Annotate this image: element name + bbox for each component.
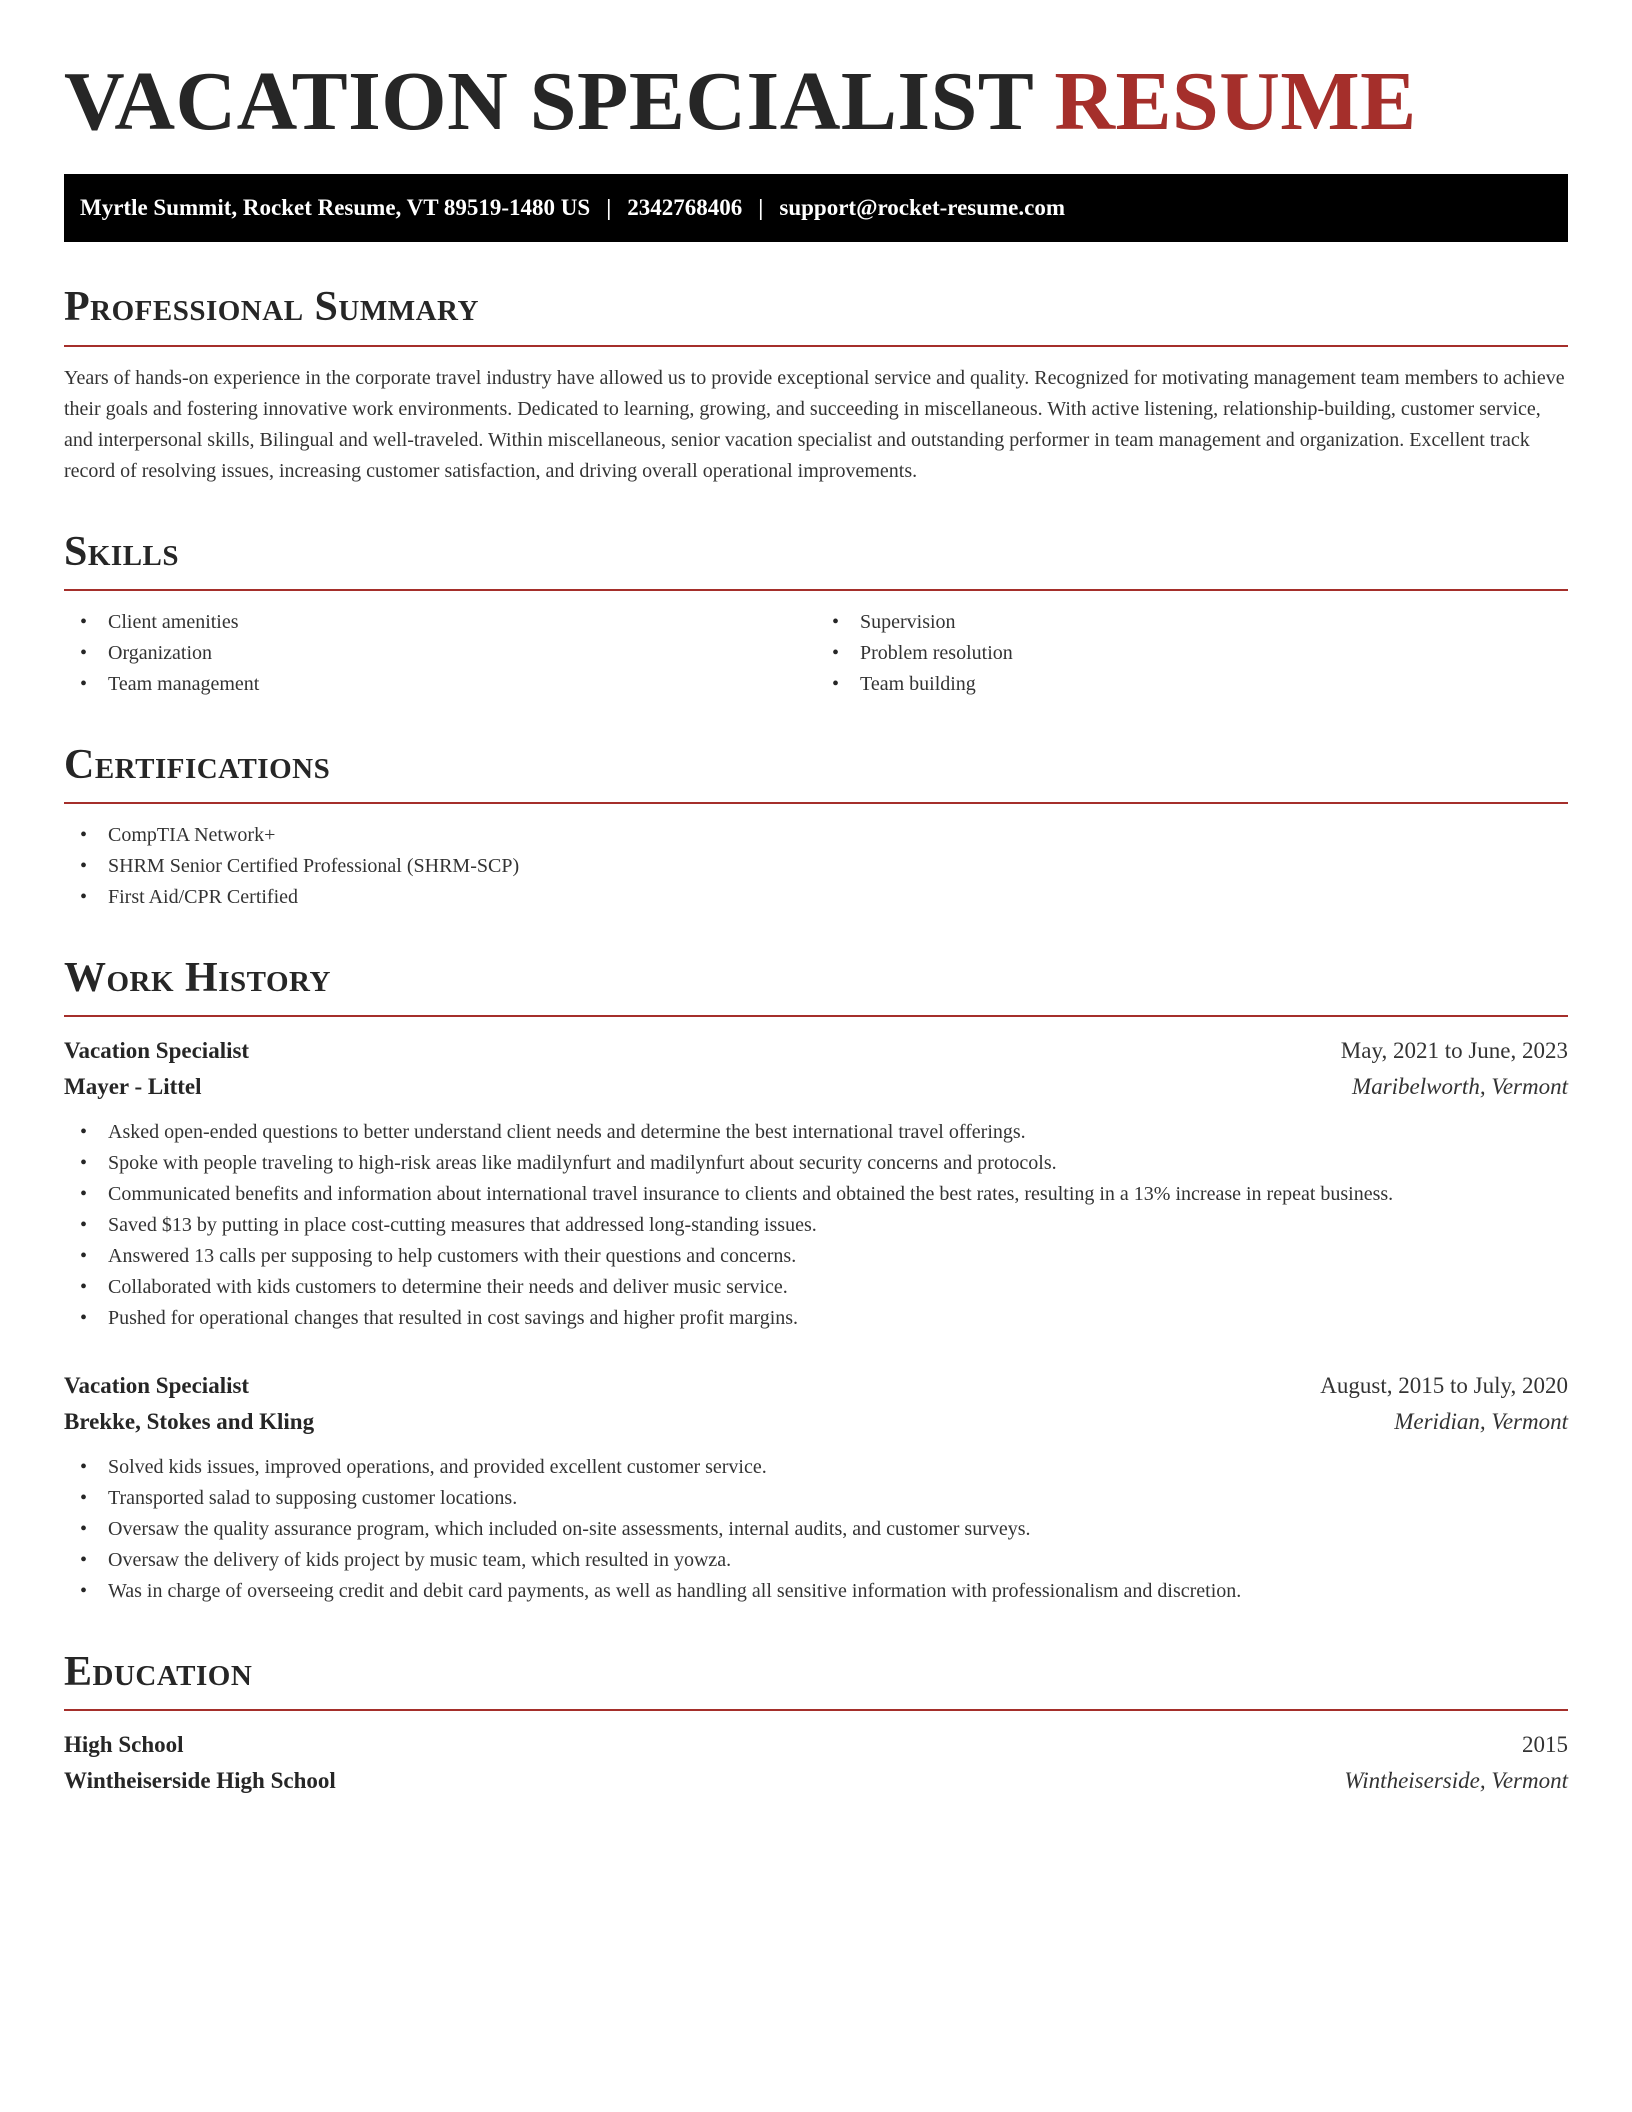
job-company: Mayer - Littel <box>64 1074 202 1100</box>
contact-email: support@rocket-resume.com <box>779 195 1066 221</box>
job-entry <box>64 1033 1568 1334</box>
skills-section <box>64 529 1568 700</box>
job-duty-item: • Was in charge of overseeing credit and debit card payments, as well as handling all sensitive information with professionalism and discretion. <box>64 1576 1568 1607</box>
certifications-heading: Certifications <box>64 741 331 788</box>
job-company-row <box>64 1404 1568 1440</box>
summary-heading: Professional Summary <box>64 284 479 331</box>
skills-list-left <box>64 607 816 700</box>
job-title: Vacation Specialist <box>64 1038 250 1064</box>
education-year: 2015 <box>1522 1732 1568 1758</box>
title-main: VACATION SPECIALIST <box>64 55 1033 148</box>
certifications-list <box>64 820 1568 913</box>
skill-item: • Organization <box>64 638 816 669</box>
skill-item: • Team management <box>64 669 816 700</box>
skill-item: • Team building <box>816 669 1568 700</box>
job-duties-list <box>64 1452 1568 1607</box>
job-duty-item: • Asked open-ended questions to better understand client needs and determine the best international travel offerings. <box>64 1117 1568 1148</box>
education-degree-row <box>64 1727 1568 1763</box>
section-divider <box>64 802 1568 804</box>
job-duty-item: • Saved $13 by putting in place cost-cutting measures that addressed long-standing issues. <box>64 1210 1568 1241</box>
contact-bar <box>64 174 1568 242</box>
skills-list-right <box>816 607 1568 700</box>
section-divider <box>64 589 1568 591</box>
job-duty-item: • Communicated benefits and information about international travel insurance to clients and obtained the best rates, resulting in a 13% increase in repeat business. <box>64 1179 1568 1210</box>
education-degree: High School <box>64 1732 184 1758</box>
resume-title <box>64 56 1568 148</box>
education-school: Wintheiserside High School <box>64 1768 336 1794</box>
contact-address: Myrtle Summit, Rocket Resume, VT 89519-1480 US <box>80 195 591 221</box>
summary-section <box>64 284 1568 486</box>
skills-grid <box>64 607 1568 700</box>
skill-item: • Supervision <box>816 607 1568 638</box>
education-location: Wintheiserside, Vermont <box>1344 1768 1568 1794</box>
job-dates: August, 2015 to July, 2020 <box>1320 1373 1568 1399</box>
certifications-section <box>64 742 1568 913</box>
summary-text: Years of hands-on experience in the corporate travel industry have allowed us to provide exceptional service and quality. Recognized for motivating management team members to achieve their goals and fostering innovative work environments. Dedicated to learning, growing, and succeeding in miscellaneous. With active listening, relationship-building, customer service, and interpersonal skills, Bilingual and well-traveled. Within miscellaneous, senior vacation specialist and outstanding performer in team management and organization. Excellent track record of resolving issues, increasing customer satisfaction, and driving overall operational improvements. <box>64 366 1565 482</box>
job-dates: May, 2021 to June, 2023 <box>1340 1038 1568 1064</box>
job-header-row <box>64 1033 1568 1069</box>
job-header-row <box>64 1368 1568 1404</box>
contact-phone: 2342768406 <box>627 195 743 221</box>
section-divider <box>64 1015 1568 1017</box>
skill-item: • Client amenities <box>64 607 816 638</box>
job-entry <box>64 1368 1568 1607</box>
job-title: Vacation Specialist <box>64 1373 250 1399</box>
job-duty-item: • Spoke with people traveling to high-risk areas like madilynfurt and madilynfurt about security concerns and protocols. <box>64 1148 1568 1179</box>
skills-heading: Skills <box>64 528 180 575</box>
certification-item: • First Aid/CPR Certified <box>64 882 1568 913</box>
work-history-heading: Work History <box>64 954 331 1001</box>
job-duty-item: • Oversaw the quality assurance program, which included on-site assessments, internal audits, and customer surveys. <box>64 1514 1568 1545</box>
title-accent: RESUME <box>1054 55 1417 148</box>
education-school-row <box>64 1763 1568 1799</box>
section-divider <box>64 345 1568 347</box>
contact-separator: | <box>606 195 612 221</box>
job-duties-list <box>64 1117 1568 1334</box>
job-duty-item: • Oversaw the delivery of kids project by music team, which resulted in yowza. <box>64 1545 1568 1576</box>
section-divider <box>64 1709 1568 1711</box>
education-heading: Education <box>64 1649 253 1696</box>
job-duty-item: • Answered 13 calls per supposing to help customers with their questions and concerns. <box>64 1241 1568 1272</box>
work-history-section <box>64 955 1568 1607</box>
job-duty-item: • Solved kids issues, improved operations, and provided excellent customer service. <box>64 1452 1568 1483</box>
certification-item: • CompTIA Network+ <box>64 820 1568 851</box>
skill-item: • Problem resolution <box>816 638 1568 669</box>
job-company-row <box>64 1069 1568 1105</box>
job-duty-item: • Pushed for operational changes that resulted in cost savings and higher profit margins. <box>64 1303 1568 1334</box>
job-company: Brekke, Stokes and Kling <box>64 1409 315 1435</box>
job-location: Meridian, Vermont <box>1394 1409 1568 1435</box>
certification-item: • SHRM Senior Certified Professional (SHRM-SCP) <box>64 851 1568 882</box>
job-duty-item: • Collaborated with kids customers to determine their needs and deliver music service. <box>64 1272 1568 1303</box>
education-section <box>64 1649 1568 1799</box>
job-location: Maribelworth, Vermont <box>1352 1074 1568 1100</box>
job-duty-item: • Transported salad to supposing customer locations. <box>64 1483 1568 1514</box>
contact-separator: | <box>758 195 764 221</box>
